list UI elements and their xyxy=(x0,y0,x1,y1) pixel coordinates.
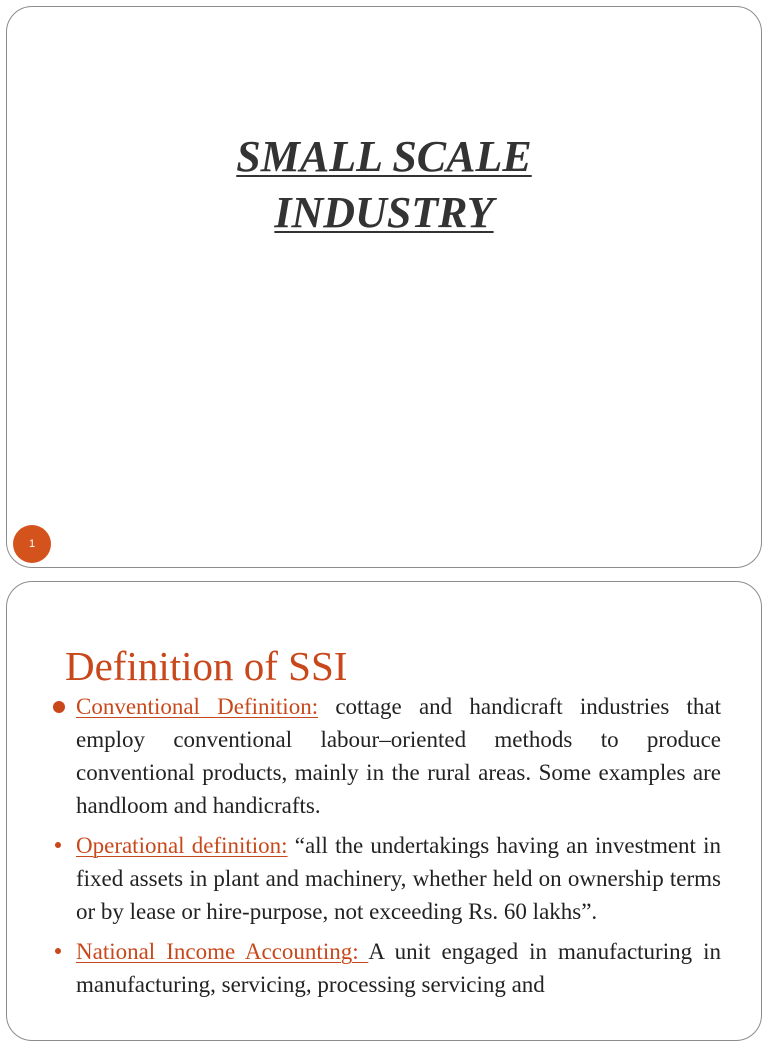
definition-list xyxy=(53,690,721,1008)
bullet-icon xyxy=(55,842,61,848)
definition-text: cottage and handicraft industries that employ conventional labour–oriented methods to produce conventional products, mainly in the rural areas. Some examples are handloom and handicrafts. xyxy=(76,694,721,818)
list-item xyxy=(53,935,721,1001)
title-line-1: SMALL SCALE xyxy=(236,132,532,181)
slide-1 xyxy=(6,6,762,568)
definition-text: A unit engaged in manufacturing in manufacturing, servicing, processing servicing and xyxy=(76,939,721,997)
slide-title xyxy=(7,129,761,241)
slide-heading: Definition of SSI xyxy=(65,643,348,689)
definition-term: Operational definition: xyxy=(76,833,288,858)
definition-text: “all the undertakings having an investment in fixed assets in plant and machinery, whether held on ownership terms or by lease or hire-purpose, not exceeding Rs. 60 lakhs”. xyxy=(76,833,721,924)
slide-2 xyxy=(6,581,762,1041)
page-number-badge: 1 xyxy=(13,525,51,563)
definition-term: National Income Accounting: xyxy=(76,939,369,964)
bullet-icon xyxy=(55,948,61,954)
title-line-2: INDUSTRY xyxy=(274,188,494,237)
bullet-icon xyxy=(53,701,65,713)
list-item xyxy=(53,690,721,822)
definition-term: Conventional Definition: xyxy=(76,694,319,719)
list-item xyxy=(53,829,721,928)
